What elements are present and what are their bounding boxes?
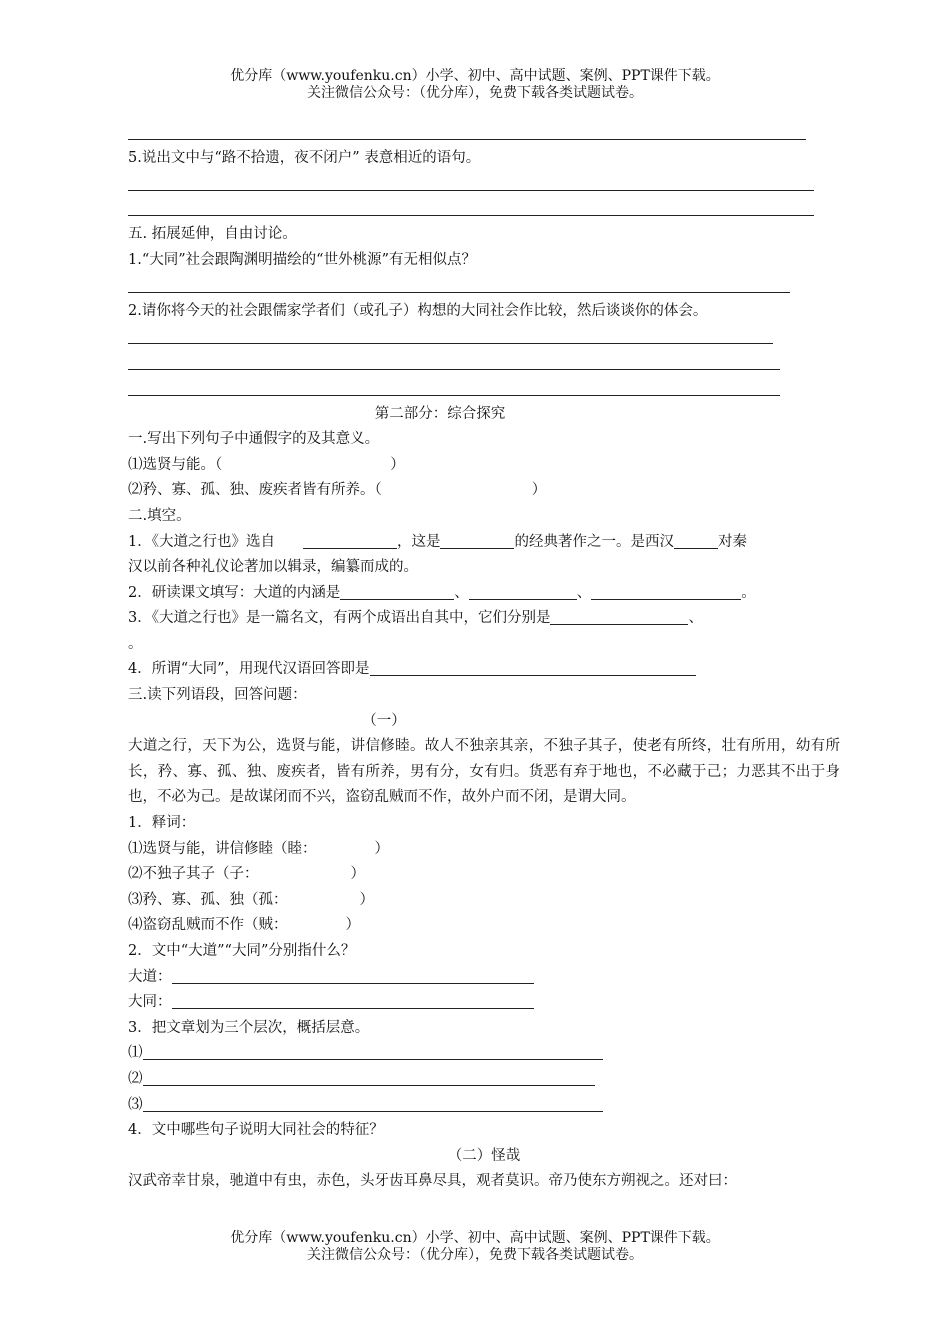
part-2-title: 第二部分：综合探究 bbox=[374, 405, 506, 422]
fill-question-3-cont: 。 bbox=[128, 635, 143, 652]
passage-1-question-1: 1．释词： bbox=[128, 815, 196, 832]
fill-question-2: 2．研读课文填写：大道的内涵是 、 、 。 bbox=[128, 584, 756, 601]
answer-line[interactable] bbox=[128, 350, 780, 376]
passage-1-question-2: 2．文中“大道”“大同”分别指什么？ bbox=[128, 943, 356, 959]
section-5-question-2: 2.请你将今天的社会跟儒家学者们（或孔子）构想的大同社会作比较，然后谈谈你的体会。 bbox=[128, 303, 708, 320]
fill-question-3: 3．《大道之行也》是一篇名文，有两个成语出自其中，它们分别是 、 bbox=[128, 610, 703, 627]
answer-line[interactable] bbox=[128, 274, 790, 300]
part-2-section-3-title: 三.读下列语段，回答问题： bbox=[128, 687, 307, 704]
explain-word-4: ⑷盗窃乱贼而不作（贼： ） bbox=[128, 917, 360, 934]
fill-blank[interactable] bbox=[143, 1069, 595, 1086]
fill-blank[interactable] bbox=[370, 659, 696, 676]
fill-question-1: 1．《大道之行也》选自 ，这是 的经典著作之一。是西汉 对秦 bbox=[128, 533, 747, 550]
fill-question-4: 4．所谓“大同”，用现代汉语回答即是 bbox=[128, 657, 840, 683]
header-line-1: 优分库（www.youfenku.cn）小学、初中、高中试题、案例、PPT课件下载。 bbox=[230, 68, 720, 84]
passage-1-title: （一） bbox=[362, 712, 406, 729]
fill-blank[interactable] bbox=[172, 967, 534, 984]
fill-blank[interactable] bbox=[469, 583, 577, 600]
layer-answer-2: ⑵ bbox=[128, 1067, 840, 1093]
part-2-section-2-title: 二.填空。 bbox=[128, 507, 191, 524]
layer-answer-3: ⑶ bbox=[128, 1093, 840, 1119]
passage-2-text: 汉武帝幸甘泉，驰道中有虫，赤色，头牙齿耳鼻尽具，观者莫识。帝乃使东方朔视之。还对曰： bbox=[128, 1173, 737, 1190]
passage-1-question-4: 4．文中哪些句子说明大同社会的特征？ bbox=[128, 1122, 384, 1139]
fill-blank[interactable] bbox=[340, 583, 454, 600]
document-body bbox=[128, 120, 840, 1195]
answer-dadao: 大道： bbox=[128, 965, 840, 991]
fill-blank[interactable] bbox=[440, 532, 514, 549]
footer-line-2: 关注微信公众号：（优分库），免费下载各类试题试卷。 bbox=[307, 1247, 643, 1263]
page-header bbox=[0, 68, 950, 102]
section-5-title: 五. 拓展延伸，自由讨论。 bbox=[128, 226, 297, 243]
tongjia-question-2: ⑵矜、寡、孤、独、废疾者皆有所养。（ ） bbox=[128, 482, 547, 499]
layer-answer-1: ⑴ bbox=[128, 1041, 840, 1067]
fill-blank[interactable] bbox=[674, 532, 718, 549]
section-5-question-1: 1.“大同”社会跟陶渊明描绘的“世外桃源”有无相似点？ bbox=[128, 251, 476, 268]
header-line-2: 关注微信公众号：（优分库），免费下载各类试题试卷。 bbox=[307, 85, 643, 101]
answer-line[interactable] bbox=[128, 171, 814, 197]
fill-blank[interactable] bbox=[143, 1095, 603, 1112]
footer-line-1: 优分库（www.youfenku.cn）小学、初中、高中试题、案例、PPT课件下载。 bbox=[230, 1230, 720, 1246]
answer-line[interactable] bbox=[128, 120, 806, 146]
fill-blank[interactable] bbox=[143, 1043, 603, 1060]
answer-line[interactable] bbox=[128, 197, 814, 223]
passage-1-text: 大道之行，天下为公，选贤与能，讲信修睦。故人不独亲其亲，不独子其子，使老有所终，壮有所用，幼有所长，矜、寡、孤、独、废疾者，皆有所养，男有分，女有归。货恶有弃于地也，不必藏于己；力恶其不出于身也，不必为己。是故谋闭而不兴，盗窃乱贼而不作，故外户而不闭，是谓大同。 bbox=[128, 738, 840, 806]
fill-blank[interactable] bbox=[591, 583, 741, 600]
answer-line[interactable] bbox=[128, 376, 780, 402]
fill-question-1-cont: 汉以前各种礼仪论著加以辑录，编纂而成的。 bbox=[128, 559, 418, 576]
explain-word-2: ⑵不独子其子（子： ） bbox=[128, 866, 365, 883]
answer-datong: 大同： bbox=[128, 990, 840, 1016]
tongjia-question-1: ⑴选贤与能。（ ） bbox=[128, 456, 405, 473]
question-5: 5.说出文中与“路不拾遗，夜不闭户” 表意相近的语句。 bbox=[128, 149, 481, 166]
fill-blank[interactable] bbox=[550, 608, 688, 625]
page-footer bbox=[0, 1230, 950, 1264]
passage-1-question-3: 3．把文章划为三个层次，概括层意。 bbox=[128, 1019, 370, 1036]
explain-word-1: ⑴选贤与能，讲信修睦（睦： ） bbox=[128, 840, 389, 857]
answer-line[interactable] bbox=[128, 325, 773, 351]
passage-2-title: （二）怪哉 bbox=[447, 1147, 521, 1164]
explain-word-3: ⑶矜、寡、孤、独（孤： ） bbox=[128, 891, 374, 908]
fill-blank[interactable] bbox=[172, 992, 534, 1009]
part-2-section-1-title: 一.写出下列句子中通假字的及其意义。 bbox=[128, 431, 380, 448]
fill-blank[interactable] bbox=[303, 532, 397, 549]
